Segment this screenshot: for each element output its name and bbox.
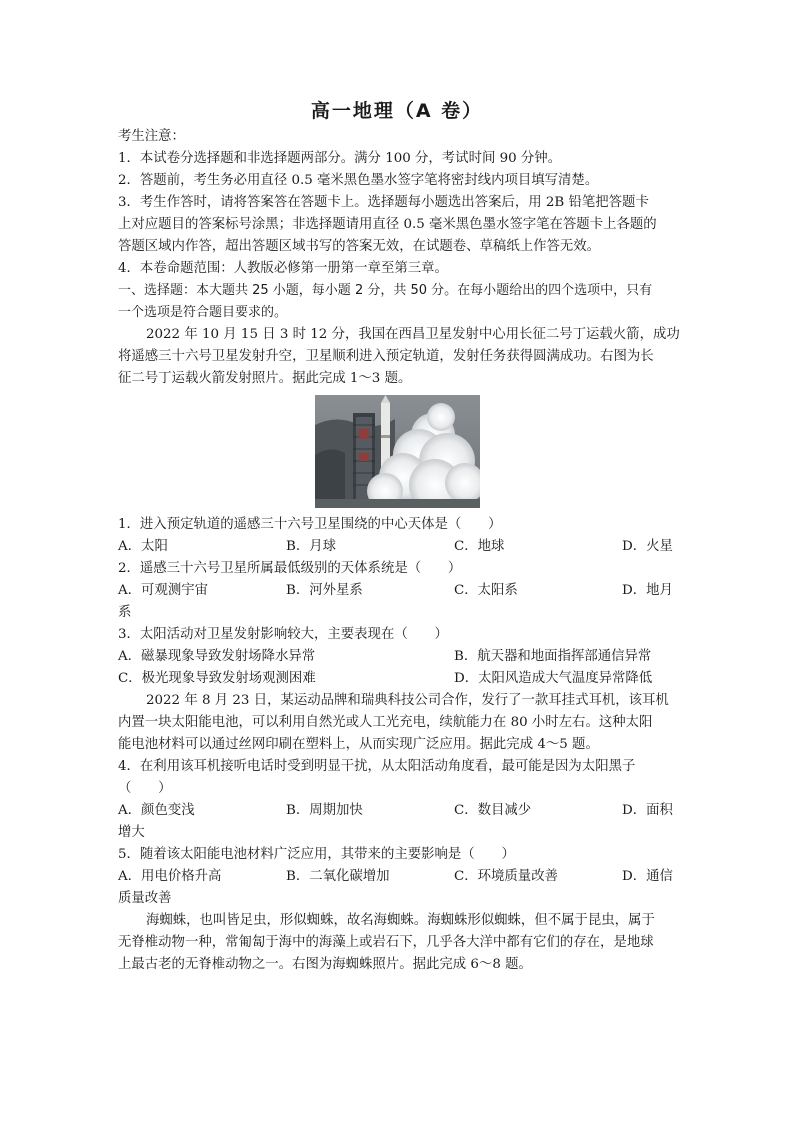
passage-line: 征二号丁运载火箭发射照片。据此完成 1～3 题。 [118, 371, 412, 386]
passage-line: 无脊椎动物一种，常匍匐于海中的海藻上或岩石下，几乎各大洋中都有它们的存在，是地球 [118, 935, 654, 950]
q2-option-b: B．河外星系 [286, 583, 363, 598]
rocket-launch-photo [315, 395, 480, 508]
q5-option-d: D．通信 [622, 869, 673, 884]
question-5-stem: 5．随着该太阳能电池材料广泛应用，其带来的主要影响是（ ） [118, 847, 515, 862]
q1-option-a: A．太阳 [118, 539, 168, 554]
question-1-stem: 1．进入预定轨道的遥感三十六号卫星围绕的中心天体是（ ） [118, 517, 502, 532]
question-4-stem: 4．在利用该耳机接听电话时受到明显干扰，从太阳活动角度看，最可能是因为太阳黑子 [118, 759, 636, 774]
notice-item: 1．本试卷分选择题和非选择题两部分。满分 100 分，考试时间 90 分钟。 [118, 151, 562, 166]
q4-option-b: B．周期加快 [286, 803, 363, 818]
q5-option-b: B．二氧化碳增加 [286, 869, 390, 884]
question-4-stem-cont: （ ） [118, 781, 172, 796]
notice-item: 答题区域内作答，超出答题区域书写的答案无效，在试题卷、草稿纸上作答无效。 [118, 239, 601, 254]
q3-option-b: B．航天器和地面指挥部通信异常 [454, 649, 652, 664]
passage-line: 将遥感三十六号卫星发射升空，卫星顺利进入预定轨道，发射任务获得圆满成功。右图为长 [118, 349, 654, 364]
question-2-stem: 2．遥感三十六号卫星所属最低级别的天体系统是（ ） [118, 561, 462, 576]
q4-option-a: A．颜色变浅 [118, 803, 195, 818]
q3-option-c: C．极光现象导致发射场观测困难 [118, 671, 316, 686]
question-3-stem: 3．太阳活动对卫星发射影响较大，主要表现在（ ） [118, 627, 448, 642]
q5-option-c: C．环境质量改善 [454, 869, 558, 884]
passage-line: 内置一块太阳能电池，可以利用自然光或人工光充电，续航能力在 80 小时左右。这种太阳 [118, 715, 653, 730]
passage-line: 海蜘蛛，也叫皆足虫，形似蜘蛛，故名海蜘蛛。海蜘蛛形似蜘蛛，但不属于昆虫，属于 [146, 913, 655, 928]
q3-option-a: A．磁暴现象导致发射场降水异常 [118, 649, 316, 664]
q2-option-c: C．太阳系 [454, 583, 518, 598]
notice-heading: 考生注意： [118, 129, 185, 144]
q1-option-b: B．月球 [286, 539, 337, 554]
q5-option-a: A．用电价格升高 [118, 869, 222, 884]
q4-option-d-wrap: 增大 [118, 825, 145, 840]
page-title: 高一地理（A 卷） [310, 100, 484, 122]
notice-item: 上对应题目的答案标号涂黑；非选择题请用直径 0.5 毫米黑色墨水签字笔在答题卡上各题的 [118, 217, 657, 232]
q4-option-c: C．数目减少 [454, 803, 532, 818]
passage-line: 2022 年 10 月 15 日 3 时 12 分，我国在西昌卫星发射中心用长征二号丁运载火箭，成功 [146, 327, 680, 342]
q2-option-a: A．可观测宇宙 [118, 583, 209, 598]
q2-option-d-wrap: 系 [118, 605, 132, 620]
q3-option-d: D．太阳风造成大气温度异常降低 [454, 671, 653, 686]
q1-option-d: D．火星 [622, 539, 673, 554]
notice-item: 2．答题前，考生务必用直径 0.5 毫米黑色墨水签字笔将密封线内项目填写清楚。 [118, 173, 599, 188]
q2-option-d: D．地月 [622, 583, 673, 598]
passage-line: 上最古老的无脊椎动物之一。右图为海蜘蛛照片。据此完成 6～8 题。 [118, 957, 532, 972]
q5-option-d-wrap: 质量改善 [118, 891, 172, 906]
section-heading: 一、选择题：本大题共 25 小题，每小题 2 分，共 50 分。在每小题给出的四个选项中，只有 [118, 283, 653, 298]
notice-item: 4．本卷命题范围：人教版必修第一册第一章至第三章。 [118, 261, 448, 276]
passage-line: 2022 年 8 月 23 日，某运动品牌和瑞典科技公司合作，发行了一款耳挂式耳机，该耳机 [146, 693, 669, 708]
notice-item: 3．考生作答时，请将答案答在答题卡上。选择题每小题选出答案后，用 2B 铅笔把答题卡 [118, 195, 649, 210]
q4-option-d: D．面积 [622, 803, 673, 818]
passage-line: 能电池材料可以通过丝网印刷在塑料上，从而实现广泛应用。据此完成 4～5 题。 [118, 737, 599, 752]
q1-option-c: C．地球 [454, 539, 505, 554]
section-heading-cont: 一个选项是符合题目要求的。 [118, 305, 288, 320]
